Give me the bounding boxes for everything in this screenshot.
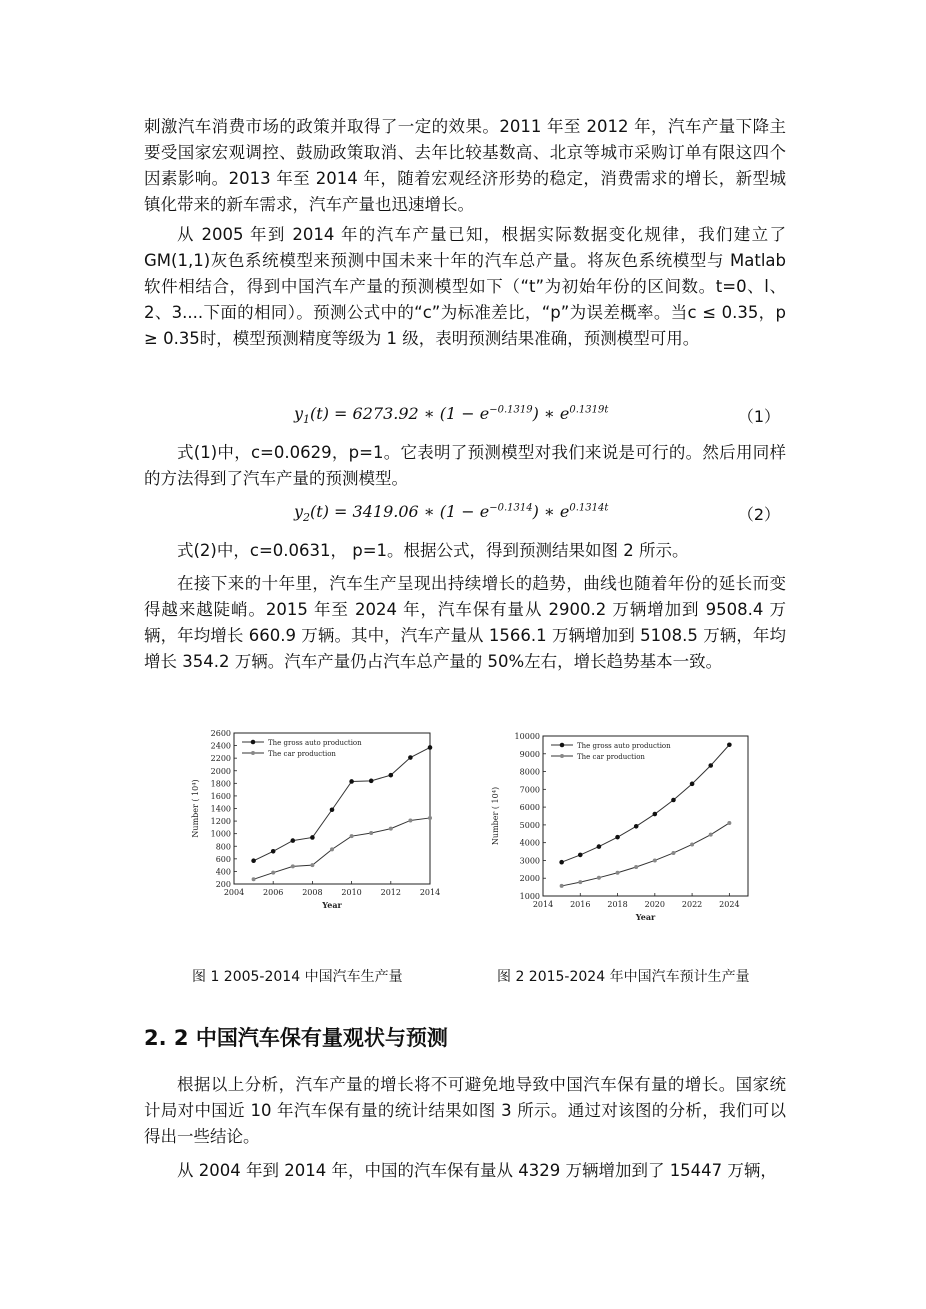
y-tick-label: 2600	[210, 729, 231, 738]
y-axis-label: Number ( 10⁴)	[491, 786, 500, 846]
y-tick-label: 8000	[519, 767, 540, 777]
y-tick-label: 10000	[514, 732, 540, 741]
y-tick-label: 2200	[210, 754, 231, 764]
x-tick-label: 2014	[419, 888, 441, 897]
data-point	[330, 807, 335, 812]
y-tick-label: 4000	[519, 838, 540, 848]
equation-1-formula: $y_1(t) = 6273.92$ ∗ $(1 - e^{-0.1319})$ ∗ $e^{0.1319t}$	[294, 404, 609, 427]
x-tick-label: 2016	[570, 900, 591, 909]
data-point	[271, 871, 275, 875]
data-point	[634, 824, 639, 829]
data-point	[615, 835, 620, 840]
data-point	[634, 865, 638, 869]
paragraph-5: 在接下来的十年里，汽车生产呈现出持续增长的趋势，曲线也随着年份的延长而变得越来越陡峭。2015 年至 2024 年，汽车保有量从 2900.2 万辆增加到 9508.4 万辆，年均增长 660.9 万辆。其中，汽车产量从 1566.1 万辆增加到 5108.5 万辆，年均增长 354.2 万辆。汽车产量仍占汽车总产量的 50%左右，增长趋势基本一致。	[144, 574, 786, 671]
x-tick-label: 2008	[302, 888, 323, 897]
y-tick-label: 2000	[210, 766, 231, 776]
y-tick-label: 400	[215, 867, 231, 877]
x-tick-label: 2010	[341, 888, 362, 897]
data-point	[690, 842, 694, 846]
data-point	[708, 763, 713, 768]
data-point	[671, 798, 676, 803]
data-point	[709, 833, 713, 837]
figure-1-caption: 图 1 2005-2014 中国汽车生产量	[192, 969, 403, 985]
data-point	[727, 742, 732, 747]
data-point	[291, 838, 296, 843]
paragraph-4: 式(2)中，c=0.0631， p=1。根据公式，得到预测结果如图 2 所示。	[177, 541, 689, 560]
section-heading: 2. 2 中国汽车保有量观状与预测	[144, 1026, 448, 1050]
paragraph-1: 刺激汽车消费市场的政策并取得了一定的效果。2011 年至 2012 年，汽车产量下降主要受国家宏观调控、鼓励政策取消、去年比较基数高、北京等城市采购订单有限这四个因素影响。2013 年至 2014 年，随着宏观经济形势的稳定，消费需求的增长，新型城镇化带来的新车需求，汽车产量也迅速增长。	[144, 117, 786, 214]
x-tick-label: 2024	[719, 900, 740, 909]
x-tick-label: 2020	[644, 900, 665, 909]
paragraph-2: 从 2005 年到 2014 年的汽车产量已知，根据实际数据变化规律，我们建立了GM(1,1)灰色系统模型来预测中国未来十年的汽车总产量。将灰色系统模型与 Matlab 软件相结合，得到中国汽车产量的预测模型如下（“t”为初始年份的区间数。t=0、l、2、3....下面的相同）。预测公式中的“c”为标准差比，“p”为误差概率。当c ≤ 0.35，p ≥ 0.35时，模型预测精度等级为 1 级，表明预测结果准确，预测模型可用。	[144, 225, 786, 348]
x-axis-label: Year	[322, 900, 342, 910]
data-point	[252, 877, 256, 881]
data-point	[428, 816, 432, 820]
paragraph-6: 根据以上分析，汽车产量的增长将不可避免地导致中国汽车保有量的增长。国家统计局对中国近 10 年汽车保有量的统计结果如图 3 所示。通过对该图的分析，我们可以得出一些结论。	[144, 1075, 786, 1146]
y-tick-label: 2000	[519, 874, 540, 884]
x-tick-label: 2014	[532, 900, 554, 909]
y-tick-label: 6000	[519, 803, 540, 813]
x-axis-label: Year	[635, 912, 656, 922]
equation-2-formula: $y_2(t) = 3419.06$ ∗ $(1 - e^{-0.1314})$ ∗ $e^{0.1314t}$	[294, 502, 609, 525]
x-tick-label: 2018	[607, 900, 628, 909]
y-tick-label: 1000	[519, 892, 540, 901]
x-tick-label: 2012	[380, 888, 401, 897]
y-tick-label: 7000	[519, 785, 540, 795]
y-tick-label: 2400	[210, 741, 231, 751]
data-point	[349, 779, 354, 784]
legend-label-2: The car production	[577, 753, 645, 761]
y-tick-label: 3000	[519, 856, 540, 866]
figure-2-caption: 图 2 2015-2024 年中国汽车预计生产量	[497, 969, 750, 985]
legend-label-1: The gross auto production	[268, 739, 362, 747]
chart-2	[486, 732, 758, 928]
legend-marker-2	[251, 751, 255, 755]
x-tick-label: 2004	[223, 888, 245, 897]
y-axis-label: Number ( 10⁴)	[191, 779, 200, 838]
x-tick-label: 2006	[263, 888, 284, 897]
equation-1	[144, 402, 786, 430]
series-line-1	[562, 745, 730, 862]
y-tick-label: 600	[215, 854, 231, 864]
equation-2-number: （2）	[737, 505, 780, 524]
data-point	[653, 858, 657, 862]
data-point	[578, 880, 582, 884]
data-point	[408, 818, 412, 822]
data-point	[350, 834, 354, 838]
legend-label-1: The gross auto production	[577, 742, 671, 750]
series-line-1	[254, 747, 430, 860]
data-point	[369, 779, 374, 784]
data-point	[653, 812, 658, 817]
data-point	[291, 864, 295, 868]
equation-2	[144, 500, 786, 528]
y-tick-label: 5000	[519, 820, 540, 830]
legend-marker-1	[560, 743, 565, 748]
data-point	[671, 851, 675, 855]
data-point	[428, 745, 433, 750]
y-tick-label: 1000	[210, 829, 231, 839]
paragraph-3: 式(1)中，c=0.0629，p=1。它表明了预测模型对我们来说是可行的。然后用同样的方法得到了汽车产量的预测模型。	[144, 443, 786, 488]
paragraph-7: 从 2004 年到 2014 年，中国的汽车保有量从 4329 万辆增加到了 15447 万辆，	[177, 1161, 777, 1180]
data-point	[389, 827, 393, 831]
data-point	[251, 858, 256, 863]
y-tick-label: 1600	[210, 791, 231, 801]
data-point	[271, 849, 276, 854]
y-tick-label: 9000	[519, 749, 540, 759]
y-tick-label: 1200	[210, 817, 231, 827]
legend-marker-2	[560, 754, 564, 758]
data-point	[330, 847, 334, 851]
legend-label-2: The car production	[268, 750, 336, 758]
data-point	[560, 884, 564, 888]
y-tick-label: 1400	[210, 804, 231, 814]
data-point	[616, 871, 620, 875]
y-tick-label: 800	[215, 842, 231, 852]
data-point	[597, 844, 602, 849]
data-point	[369, 831, 373, 835]
chart-1	[186, 722, 446, 922]
data-point	[310, 835, 315, 840]
x-tick-label: 2022	[681, 900, 703, 909]
data-point	[559, 860, 564, 865]
series-line-2	[562, 823, 730, 886]
plot-frame	[543, 736, 748, 896]
data-point	[408, 755, 413, 760]
data-point	[578, 853, 583, 858]
data-point	[727, 821, 731, 825]
equation-1-number: （1）	[737, 407, 780, 426]
data-point	[597, 876, 601, 880]
data-point	[389, 773, 394, 778]
data-point	[310, 863, 314, 867]
y-tick-label: 200	[215, 880, 231, 889]
data-point	[690, 782, 695, 787]
legend-marker-1	[251, 740, 256, 745]
series-line-2	[254, 818, 430, 879]
y-tick-label: 1800	[210, 779, 231, 789]
